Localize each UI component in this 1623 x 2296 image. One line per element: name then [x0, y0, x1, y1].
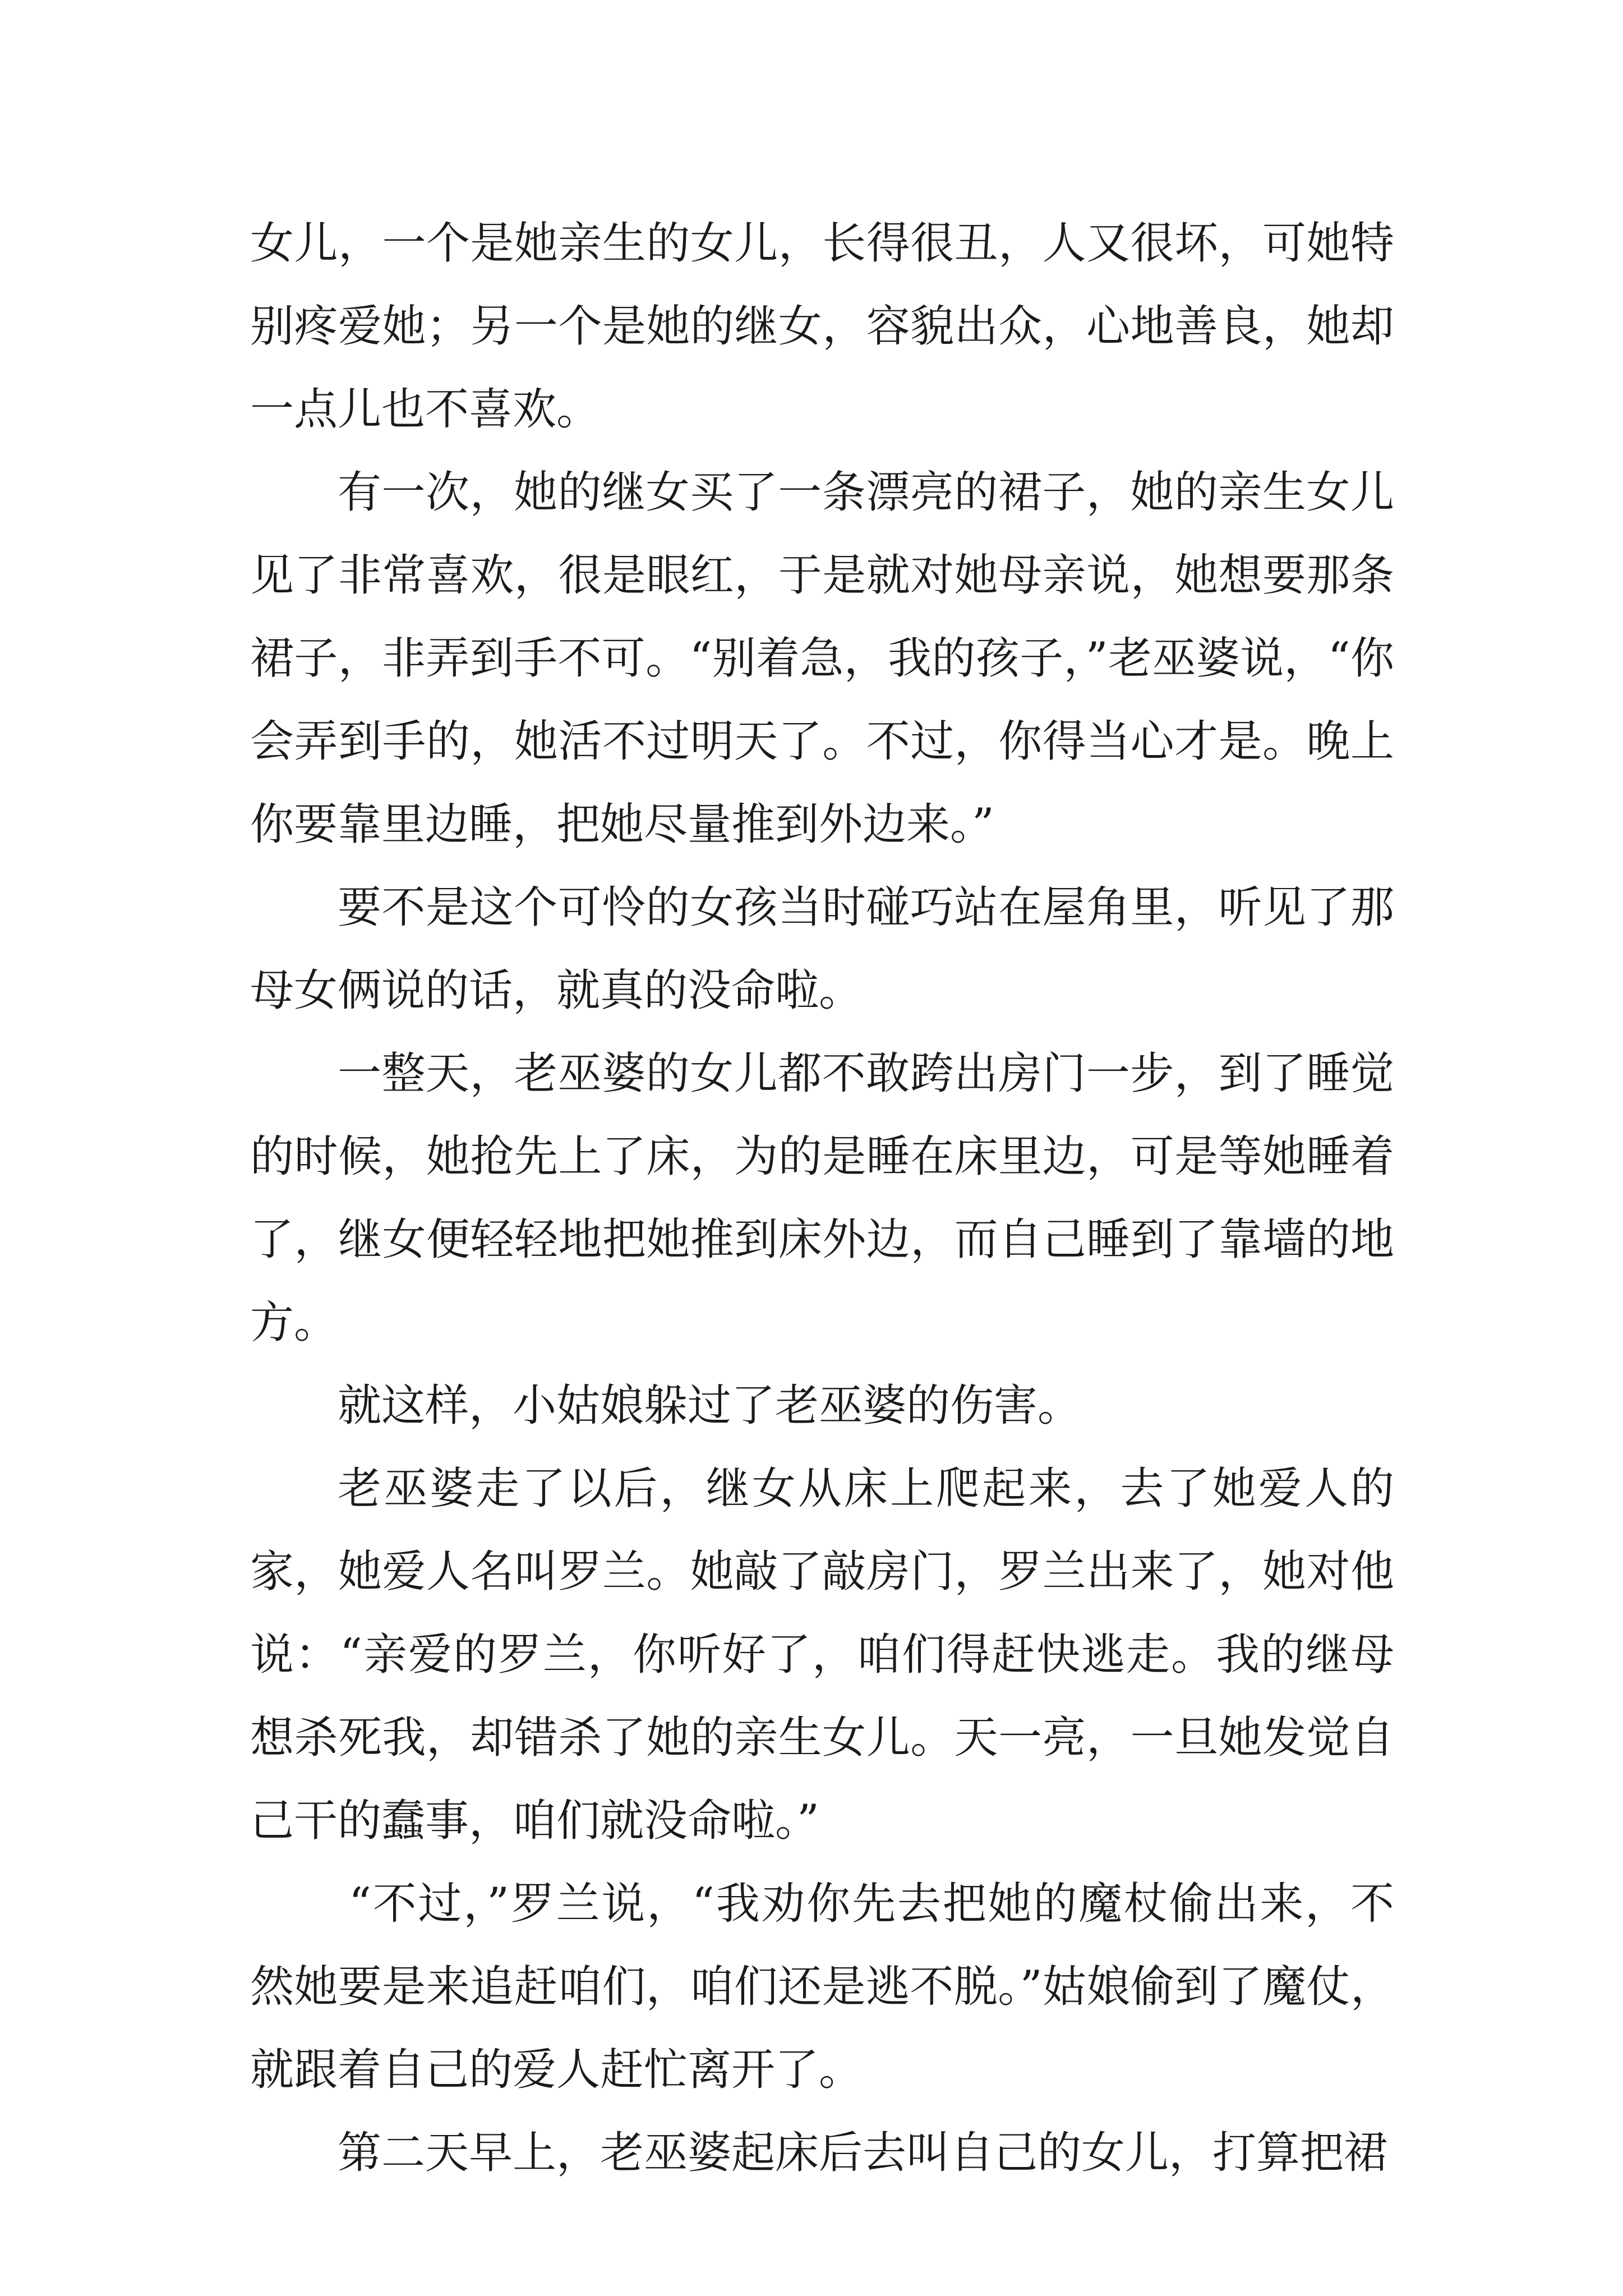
body-text: [250, 202, 1394, 2194]
paragraph-5: 就这样，小姑娘躲过了老巫婆的伤害。: [338, 1381, 1082, 1431]
paragraph-4: 一整天，老巫婆的女儿都不敢跨出房门一步，到了睡觉的时候，她抢先上了床，为的是睡在床里边，可是等她睡着了，继女便轻轻地把她推到床外边，而自己睡到了靠墙的地方。: [250, 1048, 1394, 1348]
paragraph-3: 要不是这个可怜的女孩当时碰巧站在屋角里，听见了那母女俩说的话，就真的没命啦。: [250, 882, 1394, 1016]
paragraph-1: 女儿，一个是她亲生的女儿，长得很丑，人又很坏，可她特别疼爱她；另一个是她的继女，容貌出众，心地善良，她却一点儿也不喜欢。: [250, 218, 1394, 435]
paragraph-6: 老巫婆走了以后，继女从床上爬起来，去了她爱人的家，她爱人名叫罗兰。她敲了敲房门，罗兰出来了，她对他说：“亲爱的罗兰，你听好了，咱们得赶快逃走。我的继母想杀死我，却错杀了她的亲生女儿。天一亮，一旦她发觉自己干的蠢事，咱们就没命啦。”: [250, 1464, 1394, 1846]
paragraph-8: 第二天早上，老巫婆起床后去叫自己的女儿，打算把裙: [338, 2128, 1388, 2178]
paragraph-2: 有一次，她的继女买了一条漂亮的裙子，她的亲生女儿见了非常喜欢，很是眼红，于是就对她母亲说，她想要那条裙子，非弄到手不可。“别着急，我的孩子，”老巫婆说，“你会弄到手的，她活不过明天了。不过，你得当心才是。晚上你要靠里边睡，把她尽量推到外边来。”: [250, 467, 1394, 850]
paragraph-7: “不过，”罗兰说，“我劝你先去把她的魔杖偷出来，不然她要是来追赶咱们，咱们还是逃不脱。”姑娘偷到了魔仗，就跟着自己的爱人赶忙离开了。: [250, 1879, 1394, 2095]
